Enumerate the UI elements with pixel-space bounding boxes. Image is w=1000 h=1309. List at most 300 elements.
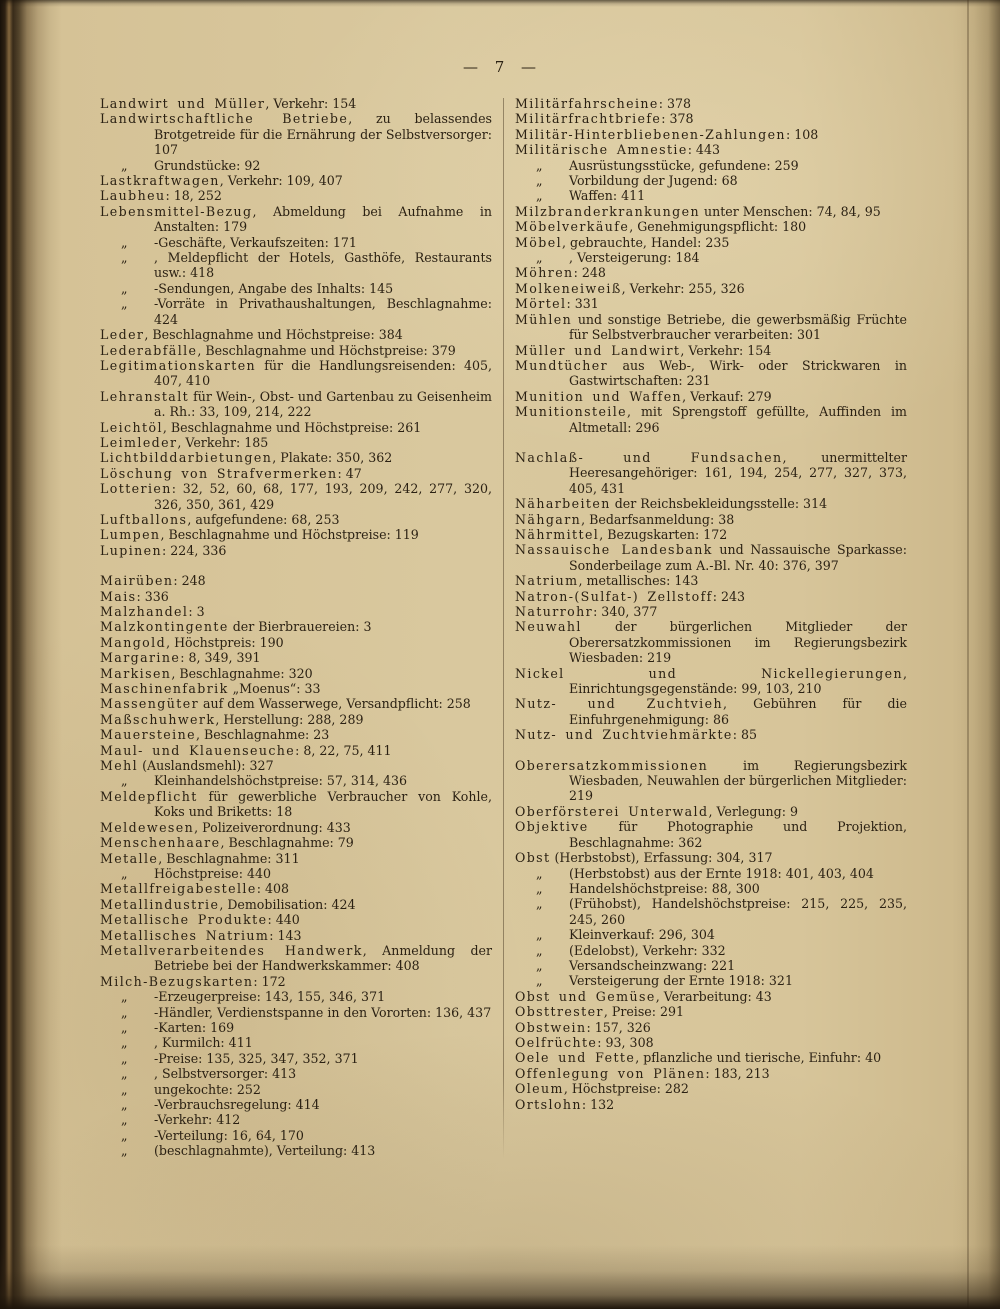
index-text: der Bierbrauereien: 3 xyxy=(228,619,372,635)
index-term: Mais xyxy=(100,588,137,604)
index-entry xyxy=(100,650,492,665)
ditto-mark: „ xyxy=(536,865,543,881)
index-entry xyxy=(100,111,492,157)
index-entry xyxy=(100,281,492,296)
index-entry xyxy=(515,527,907,542)
index-entry xyxy=(515,619,907,665)
index-entry xyxy=(100,543,492,558)
index-term: Lastkraftwagen xyxy=(100,173,220,189)
index-text: : 248 xyxy=(573,265,606,281)
index-term: Mairüben xyxy=(100,573,174,589)
index-term: Lederabfälle xyxy=(100,342,198,358)
index-entry xyxy=(515,127,907,142)
index-text: -Erzeugerpreise: 143, 155, 346, 371 xyxy=(154,989,386,1005)
index-entry xyxy=(515,389,907,404)
index-entry xyxy=(100,527,492,542)
index-text: , Beschlagnahme und Höchstpreise: 379 xyxy=(197,342,456,358)
index-term: Mundtücher xyxy=(515,357,608,373)
index-entry xyxy=(515,573,907,588)
index-text: : 183, 213 xyxy=(705,1065,770,1081)
index-text: , Selbstversorger: 413 xyxy=(154,1066,297,1082)
index-entry xyxy=(515,512,907,527)
index-text: : 85 xyxy=(732,727,758,743)
index-text: , Beschlagnahme: 23 xyxy=(195,727,330,743)
index-entry xyxy=(515,312,907,343)
index-entry xyxy=(100,343,492,358)
index-term: Natrium xyxy=(515,573,579,589)
index-text: : 340, 377 xyxy=(593,604,658,619)
index-entry xyxy=(100,1143,492,1158)
index-text: , Genehmigungspflicht: 180 xyxy=(629,219,807,235)
index-entry xyxy=(515,604,907,619)
index-entry xyxy=(515,1035,907,1050)
ditto-mark: „ xyxy=(121,1004,128,1020)
ditto-mark: „ xyxy=(536,173,543,189)
index-term: Nickel und Nickellegierungen xyxy=(515,665,903,681)
index-term: Mehl xyxy=(100,758,139,774)
index-term: Müller und Landwirt xyxy=(515,342,681,358)
index-entry xyxy=(100,435,492,450)
column-divider xyxy=(503,98,504,1159)
index-entry xyxy=(100,897,492,912)
index-text: : 378 xyxy=(661,111,694,127)
ditto-mark: „ xyxy=(121,1066,128,1082)
index-entry xyxy=(515,1081,907,1096)
index-entry xyxy=(515,1066,907,1081)
index-term: Oleum xyxy=(515,1081,564,1097)
index-entry xyxy=(100,1128,492,1143)
index-term: Landwirt und Müller xyxy=(100,96,266,111)
index-text: : 93, 308 xyxy=(597,1034,654,1050)
index-term: Munition und Waffen xyxy=(515,388,683,404)
index-entry xyxy=(515,250,907,265)
index-entry xyxy=(515,281,907,296)
index-entry xyxy=(515,265,907,280)
book-binding-shadow xyxy=(0,0,62,1309)
index-column-left xyxy=(100,96,492,1159)
index-term: Metallfreigabestelle xyxy=(100,881,257,897)
index-term: Massengüter xyxy=(100,696,199,712)
index-text: : 248 xyxy=(173,573,206,589)
index-text: (Herbstobst) aus der Ernte 1918: 401, 403, 404 xyxy=(569,865,874,881)
index-text: , Beschlagnahme: 320 xyxy=(171,665,313,681)
index-text: auf dem Wasserwege, Versandpflicht: 258 xyxy=(199,696,471,712)
index-entry xyxy=(515,404,907,435)
index-term: Neuwahl xyxy=(515,619,582,635)
index-entry xyxy=(515,727,907,742)
index-term: Luftballons xyxy=(100,511,188,527)
index-text: , Herstellung: 288, 289 xyxy=(215,711,364,727)
index-term: Leichtöl xyxy=(100,419,163,435)
index-entry xyxy=(100,820,492,835)
index-term: Militärfrachtbriefe xyxy=(515,111,662,127)
index-entry xyxy=(515,450,907,496)
index-term: Oberförsterei Unterwald xyxy=(515,803,709,819)
index-term: Obst xyxy=(515,850,551,866)
index-term: Malzhandel xyxy=(100,604,189,619)
ditto-mark: „ xyxy=(121,1019,128,1035)
index-entry xyxy=(515,819,907,850)
index-entry xyxy=(515,496,907,511)
ditto-mark: „ xyxy=(121,1112,128,1128)
index-entry xyxy=(515,804,907,819)
index-term: Milzbranderkrankungen xyxy=(515,203,700,219)
index-entry xyxy=(100,420,492,435)
index-entry xyxy=(515,343,907,358)
ditto-mark: „ xyxy=(536,973,543,989)
index-text: , Bezugskarten: 172 xyxy=(599,526,728,542)
index-text: im Regierungsbezirk Wiesbaden, Neuwahlen der bürgerlichen Mitglieder: 219 xyxy=(569,757,907,804)
page-number: — 7 — xyxy=(462,58,538,76)
index-text: , Plakate: 350, 362 xyxy=(272,450,393,466)
index-entry xyxy=(100,835,492,850)
index-entry xyxy=(515,866,907,881)
index-entry xyxy=(100,943,492,974)
index-text: : 18, 252 xyxy=(165,188,222,204)
index-entry xyxy=(100,173,492,188)
index-text: , Beschlagnahme und Höchstpreise: 261 xyxy=(162,419,422,435)
ditto-mark: „ xyxy=(121,1035,128,1051)
index-entry xyxy=(100,989,492,1004)
index-text: Versandscheinzwang: 221 xyxy=(569,957,736,973)
index-term: Laubheu xyxy=(100,188,166,204)
index-text: -Geschäfte, Verkaufszeiten: 171 xyxy=(154,234,357,250)
index-term: Maßschuhwerk xyxy=(100,711,216,727)
index-entry xyxy=(100,96,492,111)
index-text: , Verarbeitung: 43 xyxy=(655,988,772,1004)
index-text: : 108 xyxy=(785,126,819,142)
index-text: (Herbstobst), Erfassung: 304, 317 xyxy=(550,850,773,866)
index-entry xyxy=(100,789,492,820)
index-text: (Auslandsmehl): 327 xyxy=(138,758,274,774)
index-term: Löschung von Strafvermerken xyxy=(100,465,338,481)
ditto-mark: „ xyxy=(121,157,128,173)
index-entry xyxy=(515,235,907,250)
index-entry xyxy=(515,943,907,958)
index-entry xyxy=(100,327,492,342)
index-text: Grundstücke: 92 xyxy=(154,157,261,173)
index-term: Maschinenfabrik xyxy=(100,681,229,697)
index-entry xyxy=(100,604,492,619)
ditto-mark: „ xyxy=(121,234,128,250)
index-entry xyxy=(100,1082,492,1097)
index-entry xyxy=(515,927,907,942)
index-text: und Nassauische Sparkasse: Sonderbeilage zum A.-Bl. Nr. 40: 376, 397 xyxy=(569,542,907,573)
section-gap xyxy=(515,743,907,758)
index-entry xyxy=(100,681,492,696)
index-entry xyxy=(515,896,907,927)
index-entry xyxy=(100,912,492,927)
index-text: (Frühobst), Handelshöchstpreise: 215, 225, 235, 245, 260 xyxy=(569,896,907,927)
index-entry xyxy=(100,635,492,650)
section-gap xyxy=(100,558,492,573)
index-text: , Polizeiverordnung: 433 xyxy=(194,819,351,835)
index-term: Lehranstalt xyxy=(100,388,190,404)
index-entry xyxy=(100,250,492,281)
index-text: , Bedarfsanmeldung: 38 xyxy=(581,511,735,527)
index-term: Leder xyxy=(100,327,145,343)
index-text: , Versteigerung: 184 xyxy=(569,250,700,266)
index-text: , Beschlagnahme und Höchstpreise: 384 xyxy=(144,327,403,343)
ditto-mark: „ xyxy=(536,927,543,943)
index-text: Vorbildung der Jugend: 68 xyxy=(569,173,738,189)
ditto-mark: „ xyxy=(121,989,128,1005)
index-text: für die Handlungsreisenden: 405, 407, 410 xyxy=(154,357,492,389)
index-entry xyxy=(100,389,492,420)
index-entry xyxy=(100,666,492,681)
index-text: Versteigerung der Ernte 1918: 321 xyxy=(569,973,793,989)
ditto-mark: „ xyxy=(536,942,543,958)
index-text: : 32, 52, 60, 68, 177, 193, 209, 242, 277, 320, 326, 350, 361, 429 xyxy=(154,481,492,512)
index-term: Nährmittel xyxy=(515,526,600,542)
index-term: Meldepflicht xyxy=(100,788,198,804)
index-text: -Preise: 135, 325, 347, 352, 371 xyxy=(154,1050,359,1066)
index-entry xyxy=(515,358,907,389)
index-entry xyxy=(515,219,907,234)
index-text: , Verkehr: 154 xyxy=(680,342,772,358)
index-entry xyxy=(100,727,492,742)
index-term: Mangold xyxy=(100,634,167,650)
index-text: , Beschlagnahme: 311 xyxy=(158,850,300,866)
index-term: Margarine xyxy=(100,650,181,666)
index-term: Metallverarbeitendes Handwerk xyxy=(100,942,363,958)
index-text: , Beschlagnahme: 79 xyxy=(220,835,354,851)
index-text: , Verkauf: 279 xyxy=(682,388,772,404)
index-entry xyxy=(100,158,492,173)
index-text: : 443 xyxy=(687,142,720,158)
index-term: Möbel xyxy=(515,234,563,250)
index-term: Oberersatzkommissionen xyxy=(515,757,709,773)
index-term: Offenlegung von Plänen xyxy=(515,1065,706,1081)
index-term: Militärische Amnestie xyxy=(515,142,688,158)
index-term: Ortslohn xyxy=(515,1096,582,1112)
index-entry xyxy=(100,974,492,989)
ditto-mark: „ xyxy=(536,250,543,266)
index-text: „Moenus“: 33 xyxy=(228,681,321,697)
index-text: , Preise: 291 xyxy=(603,1004,685,1020)
index-entry xyxy=(100,1051,492,1066)
index-entry xyxy=(515,542,907,573)
index-text: : 132 xyxy=(581,1096,615,1112)
ditto-mark: „ xyxy=(121,865,128,881)
ditto-mark: „ xyxy=(121,773,128,789)
index-text: : 336 xyxy=(136,588,169,604)
ditto-mark: „ xyxy=(121,1050,128,1066)
index-entry xyxy=(515,973,907,988)
index-term: Naturrohr xyxy=(515,604,594,619)
ditto-mark: „ xyxy=(536,896,543,912)
index-text: -Verbrauchsregelung: 414 xyxy=(154,1097,320,1112)
index-text: : 243 xyxy=(712,588,746,604)
index-term: Maul- und Klauenseuche xyxy=(100,742,296,758)
index-text: der Reichsbekleidungsstelle: 314 xyxy=(610,496,828,512)
index-text: , mit Sprengstoff gefüllte, Auffinden im Altmetall: 296 xyxy=(569,404,907,435)
ditto-mark: „ xyxy=(121,1097,128,1112)
page-right-edge xyxy=(952,0,1000,1309)
index-entry xyxy=(100,696,492,711)
index-term: Munitionsteile xyxy=(515,404,628,420)
index-term: Malzkontingente xyxy=(100,619,229,635)
index-text: , Abmeldung bei Aufnahme in Anstalten: 179 xyxy=(154,203,492,235)
ditto-mark: „ xyxy=(536,188,543,204)
index-term: Leimleder xyxy=(100,434,178,450)
index-term: Näharbeiten xyxy=(515,496,611,512)
index-text: , Höchstpreise: 282 xyxy=(563,1081,689,1097)
index-entry xyxy=(515,989,907,1004)
ditto-mark: „ xyxy=(121,1143,128,1159)
index-text: : 3 xyxy=(188,604,205,619)
index-entry xyxy=(100,1035,492,1050)
index-entry xyxy=(515,850,907,865)
index-text: -Vorräte in Privathaushaltungen, Beschlagnahme: 424 xyxy=(154,296,492,327)
index-text: für Photographie und Projektion, Beschlagnahme: 362 xyxy=(569,819,907,850)
index-text: für gewerbliche Verbraucher von Kohle, Koks und Briketts: 18 xyxy=(154,788,492,820)
ditto-mark: „ xyxy=(121,280,128,296)
index-term: Metallische Produkte xyxy=(100,912,268,928)
index-text: , metallisches: 143 xyxy=(578,573,699,589)
ditto-mark: „ xyxy=(121,1127,128,1143)
index-entry xyxy=(515,1020,907,1035)
index-text: ungekochte: 252 xyxy=(154,1081,261,1097)
index-term: Mauersteine xyxy=(100,727,196,743)
index-text: , Kurmilch: 411 xyxy=(154,1035,253,1051)
index-entry xyxy=(100,188,492,203)
index-entry xyxy=(100,866,492,881)
index-entry xyxy=(515,958,907,973)
index-text: , Anmeldung der Betriebe bei der Handwerkskammer: 408 xyxy=(154,942,492,974)
index-text: , Verlegung: 9 xyxy=(708,803,798,819)
index-text: unter Menschen: 74, 84, 95 xyxy=(699,203,881,219)
page-right-fold-line xyxy=(967,0,969,1309)
index-text: , Demobilisation: 424 xyxy=(219,896,356,912)
ditto-mark: „ xyxy=(536,157,543,173)
index-entry xyxy=(100,235,492,250)
index-entry xyxy=(515,589,907,604)
index-text: -Karten: 169 xyxy=(154,1019,235,1035)
index-entry xyxy=(515,696,907,727)
index-text: : 8, 22, 75, 411 xyxy=(295,742,392,758)
index-text: : 172 xyxy=(253,973,286,989)
index-text: , Meldepflicht der Hotels, Gasthöfe, Restaurants usw.: 418 xyxy=(154,250,492,281)
index-text: , aufgefundene: 68, 253 xyxy=(187,511,340,527)
index-text: : 47 xyxy=(337,465,362,481)
index-entry xyxy=(515,1050,907,1065)
index-text: : 331 xyxy=(566,296,599,312)
index-term: Milch-Bezugskarten xyxy=(100,973,254,989)
index-entry xyxy=(100,204,492,235)
index-text: der bürgerlichen Mitglieder der Oberersatzkommissionen im Regierungsbezirk Wiesbaden: 219 xyxy=(569,619,907,666)
index-text: , Höchstpreis: 190 xyxy=(166,634,284,650)
index-entry xyxy=(100,512,492,527)
index-text: : 440 xyxy=(267,912,300,928)
index-text: , Beschlagnahme und Höchstpreise: 119 xyxy=(160,527,419,543)
index-term: Natron-(Sulfat-) Zellstoff xyxy=(515,588,713,604)
index-entry xyxy=(100,1020,492,1035)
index-term: Obsttrester xyxy=(515,1004,604,1020)
index-term: Oelfrüchte xyxy=(515,1034,598,1050)
index-text: , unermittelter Heeresangehöriger: 161, 194, 254, 277, 327, 373, 405, 431 xyxy=(569,449,908,496)
index-text: Kleinverkauf: 296, 304 xyxy=(569,927,715,943)
index-entry xyxy=(515,1004,907,1019)
index-term: Mörtel xyxy=(515,296,567,312)
ditto-mark: „ xyxy=(121,250,128,266)
index-term: Nassauische Landesbank xyxy=(515,542,713,558)
index-text: : 8, 349, 391 xyxy=(180,650,261,666)
index-text: -Verkehr: 412 xyxy=(154,1112,241,1128)
index-entry xyxy=(100,1097,492,1112)
index-text: , Verkehr: 185 xyxy=(177,434,269,450)
index-term: Molkeneiweiß xyxy=(515,280,622,296)
index-term: Möhren xyxy=(515,265,574,281)
index-text: , Einrichtungsgegenstände: 99, 103, 210 xyxy=(569,665,907,697)
index-term: Nutz- und Zuchtviehmärkte xyxy=(515,727,733,743)
index-text: -Händler, Verdienstspanne in den Vororten: 136, 437 xyxy=(154,1004,492,1020)
index-term: Lotterien xyxy=(100,481,172,497)
index-text: Höchstpreise: 440 xyxy=(154,865,272,881)
index-entry xyxy=(100,466,492,481)
index-text: : 143 xyxy=(269,927,302,943)
index-entry xyxy=(100,1005,492,1020)
index-term: Militär-Hinterbliebenen-Zahlungen xyxy=(515,126,786,142)
index-term: Mühlen xyxy=(515,311,573,327)
index-text: aus Web-, Wirk- oder Strickwaren in Gastwirtschaften: 231 xyxy=(569,357,907,389)
index-entry xyxy=(100,758,492,773)
index-entry xyxy=(100,1066,492,1081)
index-entry xyxy=(515,1097,907,1112)
index-text: Kleinhandelshöchstpreise: 57, 314, 436 xyxy=(154,773,407,789)
index-term: Nachlaß- und Fundsachen xyxy=(515,449,783,465)
ditto-mark: „ xyxy=(121,1081,128,1097)
index-term: Obst und Gemüse xyxy=(515,988,656,1004)
index-entry xyxy=(515,111,907,126)
index-entry xyxy=(100,1112,492,1127)
index-term: Militärfahrscheine xyxy=(515,96,659,111)
index-entry xyxy=(515,204,907,219)
index-entry xyxy=(515,96,907,111)
section-gap xyxy=(515,435,907,450)
ditto-mark: „ xyxy=(536,957,543,973)
index-text: -Verteilung: 16, 64, 170 xyxy=(154,1127,304,1143)
index-entry xyxy=(100,928,492,943)
index-term: Lebensmittel-Bezug xyxy=(100,203,253,219)
index-entry xyxy=(100,851,492,866)
index-term: Metallisches Natrium xyxy=(100,927,270,943)
index-entry xyxy=(100,481,492,512)
index-text: , pflanzliche und tierische, Einfuhr: 40 xyxy=(635,1050,882,1066)
index-term: Oele und Fette xyxy=(515,1050,636,1066)
index-text: : 157, 326 xyxy=(586,1019,651,1035)
index-entry xyxy=(515,173,907,188)
index-entry xyxy=(515,158,907,173)
ditto-mark: „ xyxy=(121,296,128,312)
index-term: Metallindustrie xyxy=(100,896,220,912)
index-text: -Sendungen, Angabe des Inhalts: 145 xyxy=(154,280,394,296)
index-entry xyxy=(515,142,907,157)
index-entry xyxy=(515,296,907,311)
index-text: , Verkehr: 109, 407 xyxy=(219,173,343,189)
index-entry xyxy=(100,881,492,896)
index-text: Waffen: 411 xyxy=(569,188,646,204)
index-term: Objektive xyxy=(515,819,589,835)
index-entry xyxy=(515,881,907,896)
index-entry xyxy=(515,758,907,804)
index-entry xyxy=(100,619,492,634)
index-term: Nutz- und Zuchtvieh xyxy=(515,696,723,712)
index-text: und sonstige Betriebe, die gewerbsmäßig Früchte für Selbstverbraucher verarbeiten: 301 xyxy=(569,311,907,343)
index-entry xyxy=(100,358,492,389)
index-term: Metalle xyxy=(100,850,159,866)
page-bottom-edge xyxy=(0,1245,1000,1309)
